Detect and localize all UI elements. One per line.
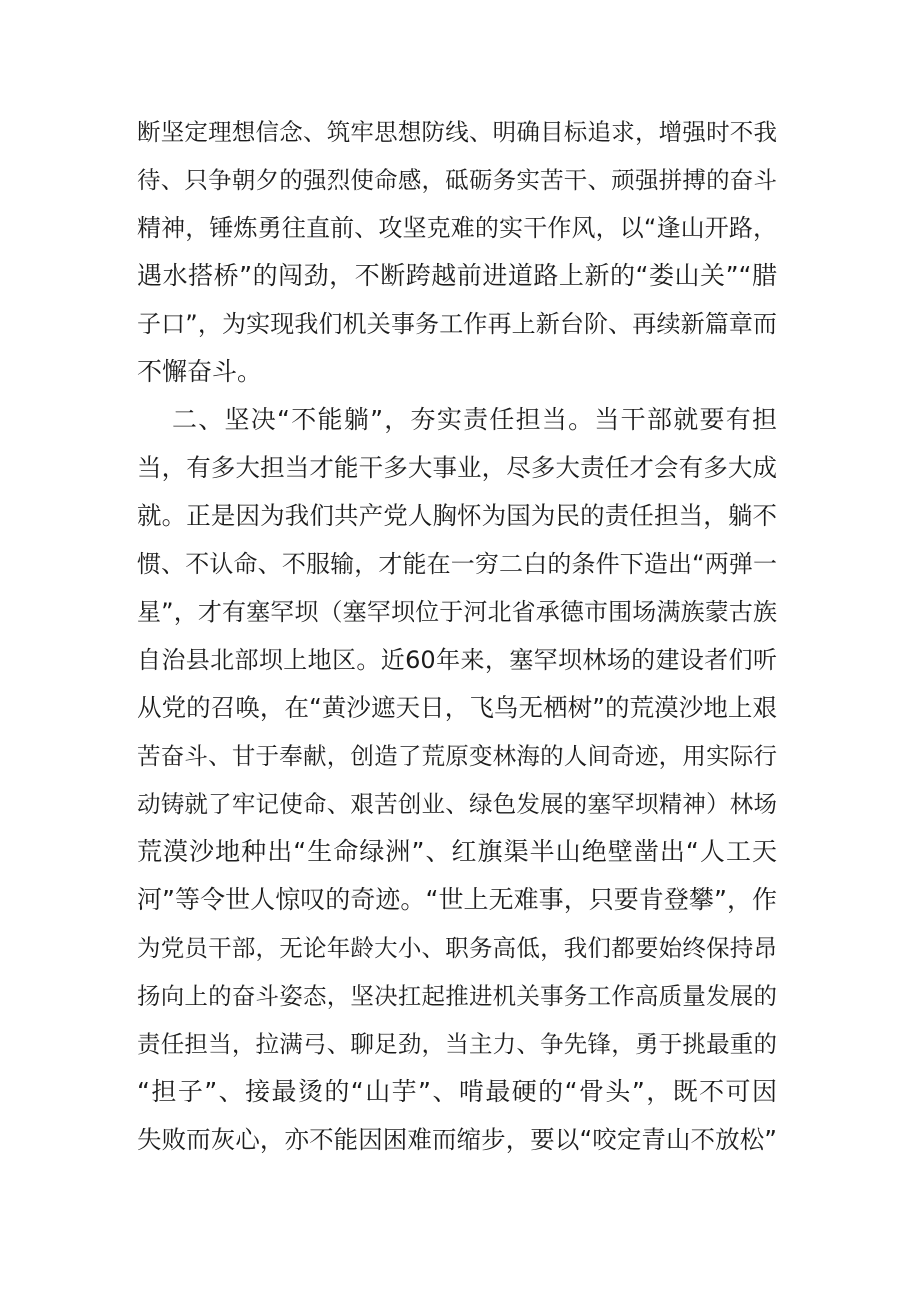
text-line: 断坚定理想信念、筑牢思想防线、明确目标追求，增强时不我 xyxy=(137,118,777,146)
text-line: 精神，锤炼勇往直前、攻坚克难的实干作风，以“逢山开路， xyxy=(137,214,777,242)
text-line: 自治县北部坝上地区。近60年来，塞罕坝林场的建设者们听 xyxy=(137,646,777,674)
text-line: 扬向上的奋斗姿态，坚决扛起推进机关事务工作高质量发展的 xyxy=(137,982,777,1010)
text-line: 河”等令世人惊叹的奇迹。“世上无难事，只要肯登攀”，作 xyxy=(137,885,777,914)
text-line: 动铸就了牢记使命、艰苦创业、绿色发展的塞罕坝精神）林场 xyxy=(137,790,777,818)
text-line: “担子”、接最烫的“山芋”、啃最硬的“骨头”，既不可因 xyxy=(137,1077,777,1106)
text-line: 惯、不认命、不服输，才能在一穷二白的条件下造出“两弹一 xyxy=(137,550,777,578)
text-line: 当，有多大担当才能干多大事业，尽多大责任才会有多大成 xyxy=(137,453,777,482)
text-line: 就。正是因为我们共产党人胸怀为国为民的责任担当，躺不 xyxy=(137,501,777,530)
text-line: 待、只争朝夕的强烈使命感，砥砺务实苦干、顽强拼搏的奋斗 xyxy=(137,166,777,194)
text-line: 荒漠沙地种出“生命绿洲”、红旗渠半山绝壁凿出“人工天 xyxy=(137,837,777,866)
text-line: 苦奋斗、甘于奉献，创造了荒原变林海的人间奇迹，用实际行 xyxy=(137,742,777,770)
text-line: 不懈奋斗。 xyxy=(137,357,263,386)
text-line: 星”，才有塞罕坝（塞罕坝位于河北省承德市围场满族蒙古族 xyxy=(137,598,777,626)
text-line: 子口”，为实现我们机关事务工作再上新台阶、再续新篇章而 xyxy=(137,310,777,338)
section-heading-line: 二、坚决“不能躺”，夯实责任担当。当干部就要有担 xyxy=(172,405,777,434)
text-line: 为党员干部，无论年龄大小、职务高低，我们都要始终保持昂 xyxy=(137,934,777,962)
text-line: 从党的召唤，在“黄沙遮天日，飞鸟无栖树”的荒漠沙地上艰 xyxy=(137,693,777,722)
text-line: 责任担当，拉满弓、聊足劲，当主力、争先锋，勇于挑最重的 xyxy=(137,1030,777,1058)
text-line: 遇水搭桥”的闯劲，不断跨越前进道路上新的“娄山关”“腊 xyxy=(137,261,777,290)
text-line: 失败而灰心，亦不能因困难而缩步，要以“咬定青山不放松” xyxy=(137,1125,777,1154)
